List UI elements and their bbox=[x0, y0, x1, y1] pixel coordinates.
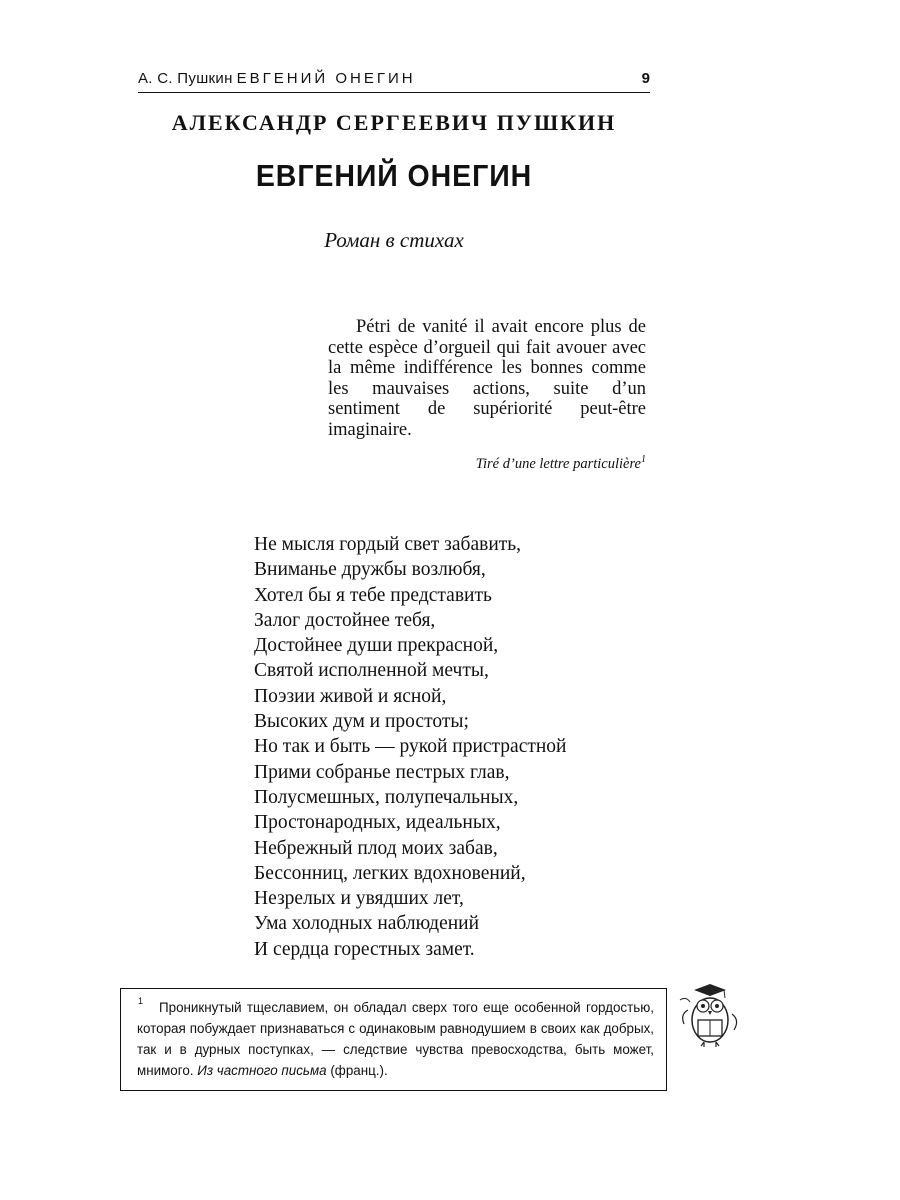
epigraph bbox=[328, 317, 646, 474]
running-head-title bbox=[138, 70, 416, 87]
poem-line: Но так и быть — рукой пристрастной bbox=[254, 736, 567, 758]
page-number: 9 bbox=[641, 70, 650, 87]
poem-stanza bbox=[254, 532, 674, 962]
poem-line: Достойнее души прекрасной, bbox=[254, 635, 499, 657]
poem-line: И сердца горестных замет. bbox=[254, 938, 475, 960]
footnote-lang-note: (франц.). bbox=[330, 1063, 388, 1078]
running-head-author: А. С. Пушкин bbox=[138, 70, 233, 87]
owl-scholar-icon bbox=[676, 980, 756, 1050]
footnote-source: Из частного письма bbox=[197, 1063, 327, 1078]
poem-line: Ума холодных наблюдений bbox=[254, 913, 480, 935]
poem-line: Вниманье дружбы возлюбя, bbox=[254, 559, 486, 581]
poem-line: Незрелых и увядших лет, bbox=[254, 888, 464, 910]
poem-line: Прими собранье пестрых глав, bbox=[254, 761, 510, 783]
running-head bbox=[138, 70, 650, 87]
poem-line: Полусмешных, полупечальных, bbox=[254, 786, 519, 808]
poem-line: Высоких дум и простоты; bbox=[254, 711, 469, 733]
footnote-body bbox=[137, 997, 654, 1081]
epigraph-source bbox=[328, 450, 646, 474]
header-rule bbox=[138, 92, 650, 93]
running-head-book: ЕВГЕНИЙ ОНЕГИН bbox=[236, 70, 416, 87]
author-heading: АЛЕКСАНДР СЕРГЕЕВИЧ ПУШКИН bbox=[171, 110, 617, 135]
poem-line: Бессонниц, легких вдохновений, bbox=[254, 862, 526, 884]
poem-line: Небрежный плод моих забав, bbox=[254, 837, 498, 859]
book-subtitle: Роман в стихах bbox=[324, 228, 464, 252]
footnote-reference: 1 bbox=[641, 454, 646, 465]
poem-line: Простонародных, идеальных, bbox=[254, 812, 501, 834]
poem-line: Не мысля гордый свет забавить, bbox=[254, 534, 522, 555]
footnote-mark: 1 bbox=[138, 996, 144, 1006]
poem-line: Поэзии живой и ясной, bbox=[254, 685, 447, 707]
footnote-text: Проникнутый тщеславием, он обладал сверх того еще особенной гордостью, которая побуждает признаваться с одинаковым равнодушием в своих как добрых, так и в дурных поступках, — следствие чувства превосходства, быть может, мнимого. bbox=[137, 1000, 654, 1078]
poem-line: Залог достойнее тебя, bbox=[254, 609, 436, 631]
epigraph-source-text: Tiré d’une lettre particulière bbox=[475, 455, 641, 472]
epigraph-text: Pétri de vanité il avait encore plus de cette espèce d’orgueil qui fait avouer avec la même indifférence les bonnes comme les mauvaises actions, suite d’un sentiment de supériorité peut-être imaginaire. bbox=[328, 317, 646, 440]
poem-line: Хотел бы я тебе представить bbox=[254, 584, 492, 606]
poem-line: Святой исполненной мечты, bbox=[254, 660, 489, 682]
book-title: ЕВГЕНИЙ ОНЕГИН bbox=[255, 158, 533, 193]
footnote-box bbox=[120, 988, 667, 1091]
